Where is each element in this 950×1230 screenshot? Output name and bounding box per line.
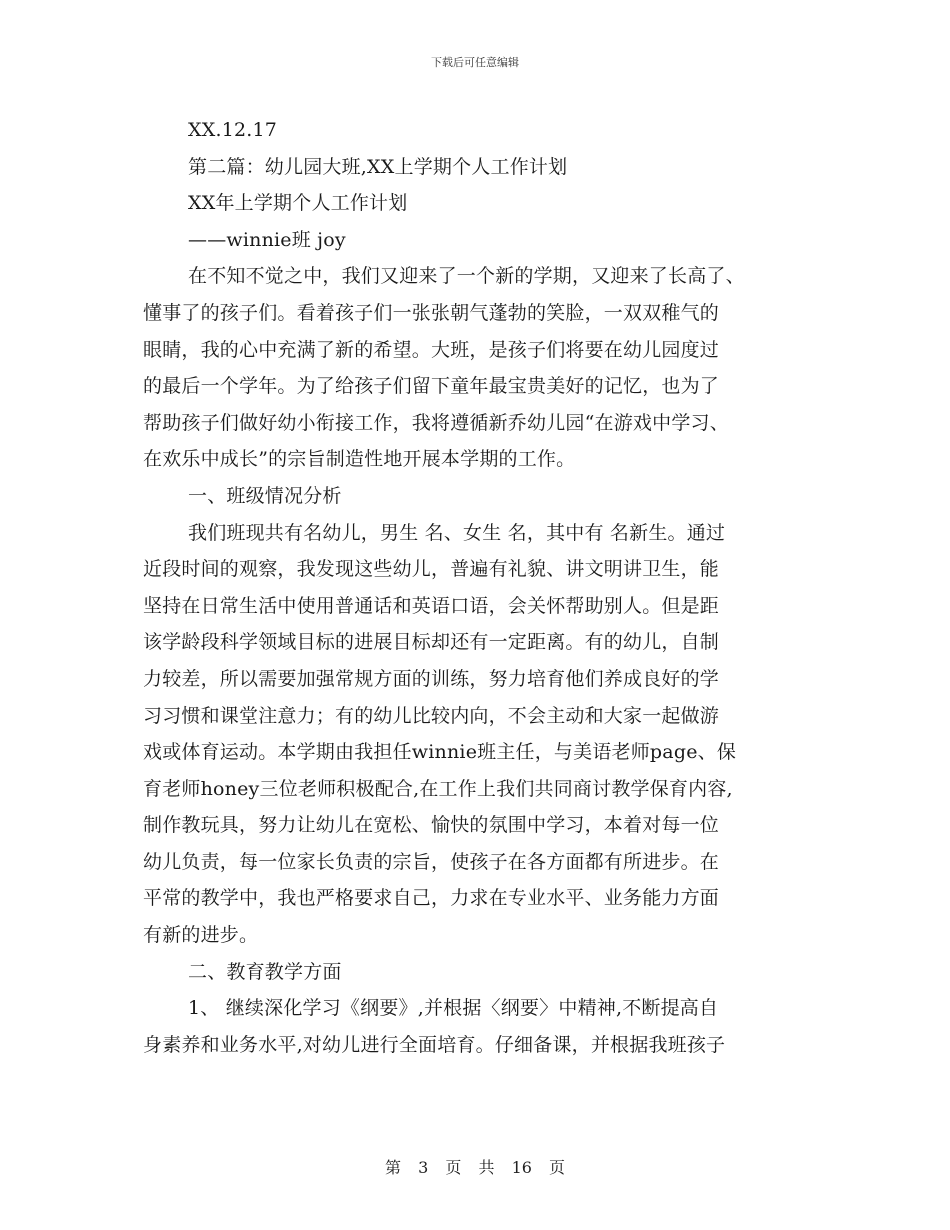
text-line: 有新的进步。 xyxy=(143,924,259,947)
footer-suffix: 页 xyxy=(549,1158,566,1177)
text-line: 戏或体育运动。本学期由我担任winnie班主任，与美语老师page、保 xyxy=(143,741,737,764)
text-line: 坚持在日常生活中使用普通话和英语口语，会关怀帮助别人。但是距 xyxy=(143,594,720,617)
text-line: 在不知不觉之中，我们又迎来了一个新的学期，又迎来了长高了、 xyxy=(188,265,745,288)
text-line: 习习惯和课堂注意力；有的幼儿比较内向，不会主动和大家一起做游 xyxy=(143,704,720,727)
text-line: 一、班级情况分析 xyxy=(188,484,342,507)
text-line: 幼儿负责，每一位家长负责的宗旨，使孩子在各方面都有所进步。在 xyxy=(143,850,720,873)
text-line: XX年上学期个人工作计划 xyxy=(188,192,408,215)
footer-total-pages: 16 xyxy=(511,1158,532,1177)
text-line: 育老师honey三位老师积极配合,在工作上我们共同商讨教学保育内容, xyxy=(143,777,733,800)
footer-prefix: 第 xyxy=(384,1158,401,1177)
text-line: 懂事了的孩子们。看着孩子们一张张朝气蓬勃的笑脸，一双双稚气的 xyxy=(143,301,720,324)
page-footer xyxy=(0,1155,950,1178)
text-line: ——winnie班 joy xyxy=(188,228,346,251)
header-note: 下载后可任意编辑 xyxy=(431,56,519,69)
document-body xyxy=(143,112,813,1063)
text-line: XX.12.17 xyxy=(188,119,278,141)
text-line: 力较差，所以需要加强常规方面的训练，努力培育他们养成良好的学 xyxy=(143,667,720,690)
text-line: 第二篇：幼儿园大班,XX上学期个人工作计划 xyxy=(188,155,568,178)
text-line: 身素养和业务水平,对幼儿进行全面培育。仔细备课，并根据我班孩子 xyxy=(143,1033,726,1056)
text-line: 制作教玩具，努力让幼儿在宽松、愉快的氛围中学习，本着对每一位 xyxy=(143,814,720,837)
text-line: 我们班现共有名幼儿，男生 名、女生 名，其中有 名新生。通过 xyxy=(188,521,726,544)
text-line: 二、教育教学方面 xyxy=(188,960,342,983)
footer-current-page: 3 xyxy=(418,1158,429,1177)
text-line: 帮助孩子们做好幼小衔接工作，我将遵循新乔幼儿园“在游戏中学习、 xyxy=(143,411,729,434)
footer-total-label: 共 xyxy=(478,1158,495,1177)
text-line: 平常的教学中，我也严格要求自己，力求在专业水平、业务能力方面 xyxy=(143,887,720,910)
text-line: 该学龄段科学领域目标的进展目标却还有一定距离。有的幼儿，自制 xyxy=(143,631,720,654)
text-line: 在欢乐中成长”的宗旨制造性地开展本学期的工作。 xyxy=(143,448,576,471)
text-line: 的最后一个学年。为了给孩子们留下童年最宝贵美好的记忆，也为了 xyxy=(143,375,720,398)
text-line: 眼睛，我的心中充满了新的希望。大班，是孩子们将要在幼儿园度过 xyxy=(143,338,720,361)
footer-page-label: 页 xyxy=(445,1158,462,1177)
text-line: 近段时间的观察，我发现这些幼儿，普遍有礼貌、讲文明讲卫生，能 xyxy=(143,558,720,581)
text-line: 1、 继续深化学习《纲要》,并根据〈纲要〉中精神,不断提高自 xyxy=(188,997,719,1020)
